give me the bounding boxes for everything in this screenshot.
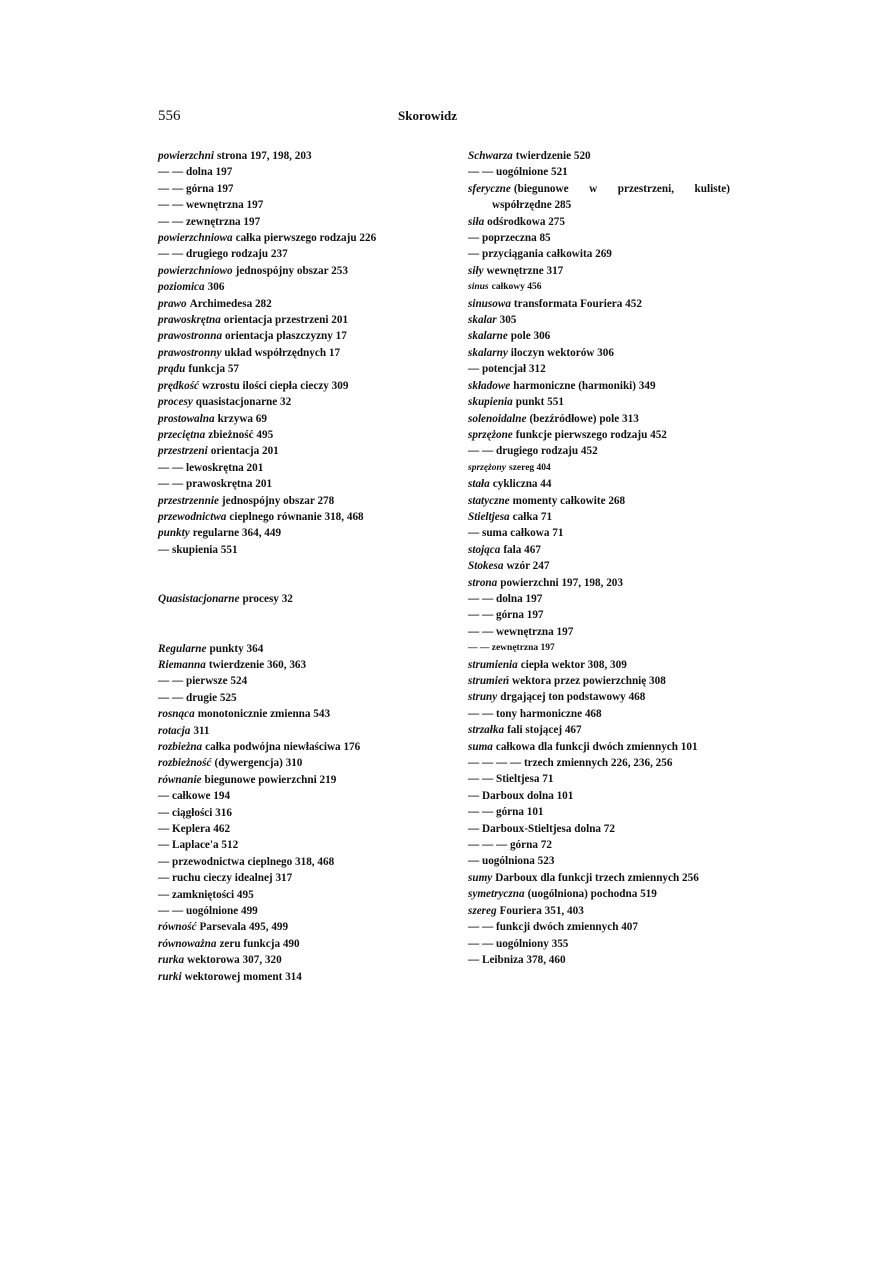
index-entry-headword: prądu bbox=[158, 363, 186, 376]
index-entry-headword: Stokesa bbox=[468, 560, 504, 573]
index-entry-text: cieplnego równanie 318, 468 bbox=[229, 510, 364, 523]
index-entry-text: — — wewnętrzna 197 bbox=[468, 625, 574, 638]
index-entry-text: 306 bbox=[207, 281, 225, 294]
index-entry bbox=[468, 460, 730, 476]
index-entry-text: twierdzenie 520 bbox=[515, 150, 591, 162]
index-entry bbox=[158, 230, 478, 246]
index-entry-headword: siła bbox=[468, 215, 485, 228]
index-entry-text: Parsevala 495, 499 bbox=[199, 921, 289, 934]
index-entry-headword: Regularne bbox=[158, 642, 207, 655]
index-entry bbox=[468, 673, 730, 689]
index-entry bbox=[158, 443, 478, 459]
index-entry-text: — Leibniza 378, 460 bbox=[468, 953, 566, 966]
index-entry-headword: Schwarza bbox=[468, 150, 513, 162]
index-entry-headword: sinusowa bbox=[468, 297, 511, 310]
index-entry-headword: skalarne bbox=[468, 330, 508, 343]
index-entry-headword: strumień bbox=[468, 675, 510, 687]
index-entry-headword: statyczne bbox=[468, 494, 510, 507]
index-entry-text: orientacja przestrzeni 201 bbox=[223, 314, 349, 327]
index-entry-text: powierzchni 197, 198, 203 bbox=[500, 576, 623, 589]
index-entry bbox=[468, 345, 730, 361]
index-entry-text: — Keplera 462 bbox=[158, 823, 231, 836]
index-entry-text: — — zewnętrzna 197 bbox=[468, 643, 555, 654]
index-entry bbox=[468, 689, 730, 705]
index-entry-text: wewnętrzne 317 bbox=[486, 264, 564, 277]
index-entry bbox=[468, 411, 730, 427]
index-entry bbox=[468, 788, 730, 804]
index-entry bbox=[468, 722, 730, 738]
index-entry bbox=[158, 460, 478, 476]
index-entry bbox=[158, 673, 478, 689]
index-entry-text: orientacja płaszczyzny 17 bbox=[225, 330, 347, 343]
index-entry-text: transformata Fouriera 452 bbox=[513, 297, 642, 310]
index-entry bbox=[468, 443, 730, 459]
index-entry bbox=[468, 936, 730, 952]
index-entry bbox=[468, 821, 730, 837]
index-entry-text: cykliczna 44 bbox=[492, 478, 552, 491]
index-entry bbox=[158, 952, 478, 968]
index-entry bbox=[468, 870, 730, 886]
index-entry bbox=[468, 591, 730, 607]
index-entry bbox=[158, 493, 478, 509]
index-entry bbox=[158, 378, 478, 394]
index-entry bbox=[158, 279, 478, 295]
index-entry-text: całka pierwszego rodzaju 226 bbox=[235, 232, 377, 245]
index-entry-text: — — drugiego rodzaju 452 bbox=[468, 445, 598, 458]
index-entry bbox=[158, 214, 478, 230]
index-entry-headword: sprzężony bbox=[468, 462, 507, 473]
index-entry bbox=[158, 837, 478, 853]
index-entry-text: (bezźródłowe) pole 313 bbox=[529, 412, 639, 425]
index-entry bbox=[158, 739, 478, 755]
index-entry bbox=[468, 755, 730, 771]
index-entry-text: — — funkcji dwóch zmiennych 407 bbox=[468, 921, 638, 934]
index-entry bbox=[468, 148, 730, 164]
index-entry bbox=[468, 181, 730, 214]
index-entry-headword: stała bbox=[468, 478, 490, 491]
index-entry-headword: symetryczna bbox=[468, 888, 525, 901]
index-entry-text: — przyciągania całkowita 269 bbox=[468, 248, 612, 261]
index-entry-text: monotonicznie zmienna 543 bbox=[197, 708, 331, 721]
index-entry bbox=[468, 361, 730, 377]
index-entry bbox=[158, 919, 478, 935]
index-entry-headword: równanie bbox=[158, 773, 202, 786]
index-entry-text: orientacja 201 bbox=[210, 445, 279, 458]
index-entry bbox=[158, 755, 478, 771]
index-entry-headword: prawostronna bbox=[158, 330, 223, 343]
index-entry-headword: prawo bbox=[158, 297, 187, 310]
index-entry-text: — — dolna 197 bbox=[158, 166, 233, 179]
index-entry bbox=[468, 509, 730, 525]
index-entry-text: — suma całkowa 71 bbox=[468, 527, 564, 540]
index-entry-text: strona 197, 198, 203 bbox=[216, 150, 312, 162]
index-entry-headword: prawoskrętna bbox=[158, 314, 221, 327]
index-entry bbox=[158, 805, 478, 821]
index-entry-text: — — dolna 197 bbox=[468, 592, 543, 605]
index-entry-text: — skupienia 551 bbox=[158, 543, 238, 556]
index-entry-text: fala 467 bbox=[503, 543, 541, 556]
index-column-left bbox=[158, 148, 478, 985]
index-entry-headword: skalarny bbox=[468, 346, 508, 359]
index-entry-headword: powierzchni bbox=[158, 150, 214, 162]
index-entry-text: — — górna 101 bbox=[468, 806, 544, 819]
index-entry bbox=[158, 887, 478, 903]
index-entry-text: — uogólniona 523 bbox=[468, 855, 555, 868]
index-entry-headword: przestrzennie bbox=[158, 494, 219, 507]
index-entry bbox=[158, 361, 478, 377]
index-entry-text: Archimedesa 282 bbox=[189, 297, 272, 310]
index-entry bbox=[158, 706, 478, 722]
index-entry-text: — ruchu cieczy idealnej 317 bbox=[158, 872, 293, 885]
index-entry-text: jednospójny obszar 253 bbox=[235, 264, 348, 277]
index-entry bbox=[158, 788, 478, 804]
index-entry-text: — — drugie 525 bbox=[158, 691, 237, 704]
index-entry-text: wektora przez powierzchnię 308 bbox=[512, 675, 666, 687]
index-entry-headword: poziomica bbox=[158, 281, 205, 294]
index-entry-text: układ współrzędnych 17 bbox=[224, 346, 341, 359]
index-entry-headword: rotacja bbox=[158, 724, 191, 737]
index-entry-text: — — prawoskrętna 201 bbox=[158, 478, 273, 491]
index-entry-text: regularne 364, 449 bbox=[192, 527, 282, 540]
index-entry-text: — — Stieltjesa 71 bbox=[468, 773, 554, 786]
index-entry bbox=[158, 345, 478, 361]
index-entry bbox=[468, 771, 730, 787]
index-entry bbox=[158, 854, 478, 870]
index-entry-text: — ciągłości 316 bbox=[158, 806, 232, 819]
index-entry-headword: powierzchniowo bbox=[158, 264, 233, 277]
index-entry bbox=[158, 296, 478, 312]
index-entry-headword: siły bbox=[468, 264, 484, 277]
index-entry-text: funkcja 57 bbox=[188, 363, 240, 376]
index-entry-text: Fouriera 351, 403 bbox=[499, 904, 584, 917]
index-entry bbox=[468, 739, 730, 755]
index-entry-text: — Darboux dolna 101 bbox=[468, 789, 574, 802]
index-entry bbox=[468, 558, 730, 574]
index-entry-headword: procesy bbox=[158, 396, 193, 409]
index-entry bbox=[468, 230, 730, 246]
index-entry-headword: strumienia bbox=[468, 658, 518, 671]
index-entry-text: — — zewnętrzna 197 bbox=[158, 215, 261, 228]
index-entry-text: — całkowe 194 bbox=[158, 790, 231, 803]
index-entry-text: — — — — trzech zmiennych 226, 236, 256 bbox=[468, 757, 673, 770]
index-entry-headword: prawostronny bbox=[158, 346, 222, 359]
index-entry bbox=[468, 624, 730, 640]
index-entry bbox=[468, 279, 730, 295]
index-entry-text: (biegunowe w przestrzeni, kuliste) współrzędne 285 bbox=[492, 182, 730, 212]
page-number: 556 bbox=[158, 108, 181, 124]
index-entry-text: (uogólniona) pochodna 519 bbox=[527, 888, 657, 901]
index-entry-headword: rurka bbox=[158, 954, 185, 967]
index-entry bbox=[468, 542, 730, 558]
index-entry-headword: strzałka bbox=[468, 724, 505, 737]
index-entry-headword: rozbieżna bbox=[158, 741, 203, 753]
index-entry-headword: sprzężone bbox=[468, 428, 513, 441]
index-entry bbox=[468, 853, 730, 869]
page-title: Skorowidz bbox=[398, 108, 457, 123]
index-entry-text: harmoniczne (harmoniki) 349 bbox=[513, 379, 656, 392]
index-entry bbox=[468, 607, 730, 623]
index-entry bbox=[468, 328, 730, 344]
index-entry bbox=[468, 903, 730, 919]
index-entry bbox=[468, 952, 730, 968]
index-entry bbox=[158, 772, 478, 788]
index-entry-text: — — lewoskrętna 201 bbox=[158, 461, 264, 474]
index-entry-headword: przewodnictwa bbox=[158, 510, 227, 523]
index-entry bbox=[468, 837, 730, 853]
index-entry-headword: Stieltjesa bbox=[468, 510, 510, 523]
index-entry bbox=[158, 427, 478, 443]
index-entry-headword: równoważna bbox=[158, 937, 217, 950]
index-entry-headword: sinus bbox=[468, 282, 489, 293]
index-entry-text: jednospójny obszar 278 bbox=[221, 494, 335, 507]
index-entry-headword: stojąca bbox=[468, 543, 501, 556]
index-entry bbox=[158, 591, 478, 607]
index-entry-headword: Riemanna bbox=[158, 658, 206, 671]
index-entry-text: wzór 247 bbox=[506, 560, 550, 573]
section-gap bbox=[158, 558, 478, 591]
index-entry-text: odśrodkowa 275 bbox=[487, 215, 565, 228]
index-entry-headword: sferyczne bbox=[468, 182, 511, 195]
index-entry bbox=[158, 164, 478, 180]
index-entry-text: punkty 364 bbox=[209, 642, 264, 655]
index-entry-text: — — górna 197 bbox=[468, 609, 544, 622]
index-entry-text: zeru funkcja 490 bbox=[219, 937, 300, 950]
index-entry-text: — — uogólniony 355 bbox=[468, 937, 569, 950]
index-entry bbox=[468, 427, 730, 443]
index-entry-headword: suma bbox=[468, 740, 493, 753]
index-entry-text: wektorowej moment 314 bbox=[184, 970, 302, 983]
index-entry bbox=[158, 870, 478, 886]
index-entry-headword: prostowalna bbox=[158, 412, 215, 425]
index-entry bbox=[468, 657, 730, 673]
index-entry bbox=[468, 706, 730, 722]
index-entry-headword: sumy bbox=[468, 871, 493, 884]
index-entry-text: — — górna 197 bbox=[158, 182, 234, 195]
index-entry-text: quasistacjonarne 32 bbox=[195, 396, 292, 409]
index-entry-text: pole 306 bbox=[510, 330, 551, 343]
index-entry-text: punkt 551 bbox=[515, 396, 564, 409]
index-entry bbox=[468, 312, 730, 328]
index-entry-text: 311 bbox=[193, 724, 210, 737]
index-entry bbox=[158, 723, 478, 739]
index-entry bbox=[468, 640, 730, 656]
index-entry-headword: składowe bbox=[468, 379, 511, 392]
index-entry-headword: rozbieżność bbox=[158, 757, 212, 770]
index-entry-headword: prędkość bbox=[158, 379, 200, 392]
index-entry-text: — poprzeczna 85 bbox=[468, 232, 551, 245]
index-entry-text: funkcje pierwszego rodzaju 452 bbox=[515, 428, 667, 441]
index-entry-text: — zamkniętości 495 bbox=[158, 888, 254, 901]
index-entry bbox=[468, 214, 730, 230]
index-entry-text: całkowa dla funkcji dwóch zmiennych 101 bbox=[495, 740, 698, 753]
index-entry-headword: punkty bbox=[158, 527, 190, 540]
index-entry-text: — — uogólnione 499 bbox=[158, 905, 258, 918]
index-entry bbox=[158, 328, 478, 344]
index-entry-text: — Darboux-Stieltjesa dolna 72 bbox=[468, 822, 615, 835]
index-entry-text: całkowy 456 bbox=[491, 282, 542, 293]
index-entry bbox=[468, 246, 730, 262]
index-entry-text: — — — górna 72 bbox=[468, 839, 552, 852]
index-entry bbox=[468, 378, 730, 394]
index-entry-headword: Quasistacjonarne bbox=[158, 593, 240, 606]
index-entry-headword: strona bbox=[468, 576, 498, 589]
index-entry-headword: powierzchniowa bbox=[158, 232, 233, 245]
index-entry-text: wzrostu ilości ciepła cieczy 309 bbox=[202, 379, 349, 392]
index-entry-text: całka 71 bbox=[512, 510, 553, 523]
index-entry-text: iloczyn wektorów 306 bbox=[510, 346, 614, 359]
index-entry-text: — przewodnictwa cieplnego 318, 468 bbox=[158, 855, 335, 868]
index-entry bbox=[158, 181, 478, 197]
index-entry bbox=[158, 263, 478, 279]
index-entry-headword: struny bbox=[468, 691, 498, 704]
index-entry-headword: równość bbox=[158, 921, 197, 934]
index-entry bbox=[468, 919, 730, 935]
index-entry bbox=[468, 164, 730, 180]
index-entry bbox=[158, 903, 478, 919]
index-entry bbox=[468, 476, 730, 492]
index-entry-text: momenty całkowite 268 bbox=[512, 494, 626, 507]
index-entry-text: twierdzenie 360, 363 bbox=[208, 658, 307, 671]
index-entry bbox=[158, 641, 478, 657]
index-entry-headword: skalar bbox=[468, 314, 497, 327]
index-entry-text: fali stojącej 467 bbox=[507, 724, 582, 737]
index-entry bbox=[158, 969, 478, 985]
index-entry-text: wektorowa 307, 320 bbox=[187, 954, 282, 967]
index-entry bbox=[158, 525, 478, 541]
index-entry-text: — — pierwsze 524 bbox=[158, 675, 248, 688]
index-entry bbox=[468, 263, 730, 279]
index-entry-text: ciepła wektor 308, 309 bbox=[520, 658, 627, 671]
index-entry bbox=[158, 197, 478, 213]
index-entry-text: — potencjał 312 bbox=[468, 363, 546, 376]
index-entry bbox=[158, 542, 478, 558]
index-entry bbox=[158, 690, 478, 706]
index-entry bbox=[468, 493, 730, 509]
index-entry bbox=[468, 886, 730, 902]
index-entry-headword: rurki bbox=[158, 970, 182, 983]
index-entry bbox=[158, 312, 478, 328]
index-entry bbox=[158, 509, 478, 525]
index-entry bbox=[468, 575, 730, 591]
index-entry-text: — — uogólnione 521 bbox=[468, 166, 568, 179]
index-entry-text: — Laplace'a 512 bbox=[158, 839, 239, 852]
index-entry bbox=[158, 148, 478, 164]
index-entry-text: szereg 404 bbox=[509, 462, 551, 473]
index-entry bbox=[468, 394, 730, 410]
index-entry-headword: szereg bbox=[468, 904, 497, 917]
index-entry bbox=[158, 821, 478, 837]
index-entry bbox=[158, 411, 478, 427]
index-entry-text: zbieżność 495 bbox=[208, 428, 274, 441]
index-entry bbox=[158, 936, 478, 952]
index-entry-text: — — tony harmoniczne 468 bbox=[468, 707, 602, 720]
index-entry bbox=[468, 525, 730, 541]
section-gap bbox=[158, 608, 478, 641]
index-entry bbox=[468, 296, 730, 312]
index-entry bbox=[158, 476, 478, 492]
index-entry bbox=[158, 657, 478, 673]
index-entry-text: (dywergencja) 310 bbox=[214, 757, 303, 770]
index-entry-text: procesy 32 bbox=[242, 593, 293, 606]
index-entry-headword: przeciętna bbox=[158, 428, 206, 441]
index-entry-headword: solenoidalne bbox=[468, 412, 527, 425]
index-entry-text: krzywa 69 bbox=[217, 412, 267, 425]
index-entry-headword: przestrzeni bbox=[158, 445, 208, 458]
index-entry bbox=[468, 804, 730, 820]
index-entry-text: drgającej ton podstawowy 468 bbox=[500, 691, 646, 704]
index-entry bbox=[158, 246, 478, 262]
index-entry-text: 305 bbox=[499, 314, 517, 327]
index-column-right bbox=[468, 148, 730, 968]
index-entry-headword: skupienia bbox=[468, 396, 513, 409]
index-entry-text: Darboux dla funkcji trzech zmiennych 256 bbox=[495, 871, 699, 884]
index-entry-text: — — wewnętrzna 197 bbox=[158, 199, 264, 212]
index-entry-text: — — drugiego rodzaju 237 bbox=[158, 248, 288, 261]
index-entry bbox=[158, 394, 478, 410]
index-entry-text: biegunowe powierzchni 219 bbox=[204, 773, 337, 786]
index-entry-headword: rosnąca bbox=[158, 708, 195, 721]
index-entry-text: całka podwójna niewłaściwa 176 bbox=[205, 741, 361, 753]
